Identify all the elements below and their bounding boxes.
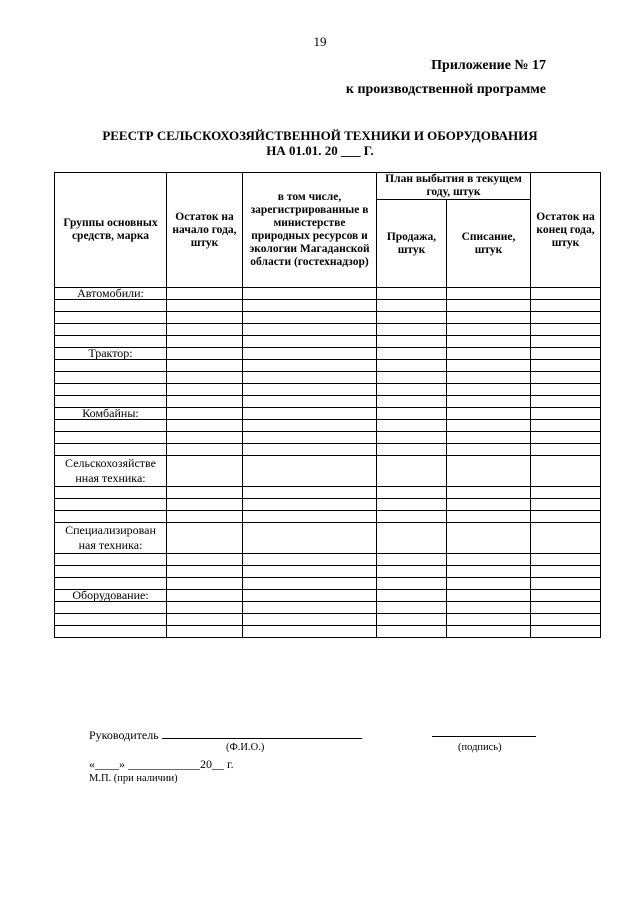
table-cell[interactable] [243, 554, 377, 566]
table-cell[interactable] [377, 487, 447, 499]
table-cell[interactable] [243, 614, 377, 626]
table-cell[interactable] [167, 420, 243, 432]
table-cell[interactable] [243, 432, 377, 444]
table-cell[interactable] [243, 324, 377, 336]
table-cell[interactable] [167, 456, 243, 487]
fio-caption: (Ф.И.О.) [226, 742, 265, 753]
group-label: Автомобили: [55, 288, 167, 300]
table-cell[interactable] [167, 487, 243, 499]
table-cell[interactable] [531, 432, 601, 444]
table-cell[interactable] [377, 396, 447, 408]
table-cell[interactable] [377, 372, 447, 384]
table-cell[interactable] [447, 456, 531, 487]
table-cell[interactable] [167, 300, 243, 312]
header-plan: План выбытия в текущем году, штук [377, 173, 531, 200]
table-cell[interactable] [243, 523, 377, 554]
table-cell[interactable] [531, 384, 601, 396]
table-cell[interactable] [243, 499, 377, 511]
table-cell[interactable] [531, 566, 601, 578]
stamp-note: М.П. (при наличии) [89, 773, 178, 784]
table-cell[interactable] [447, 432, 531, 444]
table-cell[interactable] [243, 590, 377, 602]
table-cell[interactable] [531, 456, 601, 487]
head-label: Руководитель [89, 728, 159, 742]
table-cell[interactable] [447, 396, 531, 408]
header-sale: Продажа, штук [377, 200, 447, 288]
table-cell[interactable] [531, 336, 601, 348]
date-line: «____» ____________20__ г. [89, 757, 234, 771]
table-cell[interactable] [531, 312, 601, 324]
table-cell[interactable] [55, 626, 167, 638]
header-registered: в том числе, зарегистрированные в министерстве природных ресурсов и экологии Магаданской области (гостехнадзор) [243, 173, 377, 288]
table-cell[interactable] [377, 288, 447, 300]
table-cell[interactable] [55, 499, 167, 511]
table-cell[interactable] [377, 348, 447, 360]
table-cell[interactable] [377, 312, 447, 324]
table-cell[interactable] [377, 408, 447, 420]
table-cell[interactable] [377, 432, 447, 444]
table-cell[interactable] [377, 360, 447, 372]
table-cell[interactable] [243, 336, 377, 348]
table-cell[interactable] [243, 396, 377, 408]
table-cell[interactable] [531, 300, 601, 312]
table-cell[interactable] [377, 336, 447, 348]
table-cell[interactable] [55, 444, 167, 456]
table-cell[interactable] [243, 360, 377, 372]
table-cell[interactable] [243, 300, 377, 312]
table-cell[interactable] [447, 487, 531, 499]
group-label: Комбайны: [55, 408, 167, 420]
table-cell[interactable] [167, 324, 243, 336]
table-cell[interactable] [377, 523, 447, 554]
title-line-1: РЕЕСТР СЕЛЬСКОХОЗЯЙСТВЕННОЙ ТЕХНИКИ И ОБОРУДОВАНИЯ [102, 128, 538, 143]
table-cell[interactable] [531, 499, 601, 511]
table-cell[interactable] [531, 408, 601, 420]
table-cell[interactable] [243, 312, 377, 324]
table-cell[interactable] [447, 554, 531, 566]
table-cell[interactable] [377, 420, 447, 432]
fio-line[interactable] [162, 738, 362, 739]
table-cell[interactable] [55, 312, 167, 324]
table-cell[interactable] [531, 324, 601, 336]
table-cell[interactable] [377, 456, 447, 487]
table-cell[interactable] [167, 432, 243, 444]
table-cell[interactable] [167, 511, 243, 523]
header-start-balance: Остаток на начало года, штук [167, 173, 243, 288]
table-cell[interactable] [243, 456, 377, 487]
signature-line[interactable] [432, 736, 536, 737]
table-cell[interactable] [55, 372, 167, 384]
table-cell[interactable] [377, 578, 447, 590]
table-cell[interactable] [377, 324, 447, 336]
table-cell[interactable] [531, 554, 601, 566]
table-cell[interactable] [377, 626, 447, 638]
table-cell[interactable] [377, 602, 447, 614]
table-cell[interactable] [531, 590, 601, 602]
table-cell[interactable] [55, 566, 167, 578]
table-cell[interactable] [243, 372, 377, 384]
document-title [0, 128, 640, 158]
registry-body [55, 288, 601, 638]
registry-table [54, 172, 601, 638]
table-cell[interactable] [167, 312, 243, 324]
table-cell[interactable] [167, 372, 243, 384]
table-cell[interactable] [167, 336, 243, 348]
table-cell[interactable] [167, 523, 243, 554]
signature-caption: (подпись) [458, 742, 502, 753]
table-cell[interactable] [167, 360, 243, 372]
page-number: 19 [313, 34, 327, 49]
table-cell[interactable] [167, 396, 243, 408]
group-label: Трактор: [55, 348, 167, 360]
table-cell[interactable] [531, 360, 601, 372]
table-cell[interactable] [531, 288, 601, 300]
header-end-balance: Остаток на конец года, штук [531, 173, 601, 288]
table-cell[interactable] [243, 420, 377, 432]
table-cell[interactable] [531, 420, 601, 432]
table-cell[interactable] [243, 602, 377, 614]
table-cell[interactable] [447, 324, 531, 336]
table-cell[interactable] [167, 444, 243, 456]
table-cell[interactable] [447, 566, 531, 578]
table-cell[interactable] [55, 602, 167, 614]
table-cell[interactable] [243, 566, 377, 578]
table-cell[interactable] [447, 578, 531, 590]
table-cell[interactable] [55, 432, 167, 444]
head-signature-row [89, 728, 362, 743]
table-cell[interactable] [55, 614, 167, 626]
table-cell[interactable] [447, 602, 531, 614]
table-cell[interactable] [447, 300, 531, 312]
title-line-2: НА 01.01. 20 ___ Г. [266, 143, 374, 158]
table-cell[interactable] [55, 300, 167, 312]
table-cell[interactable] [243, 444, 377, 456]
appendix-subtitle: к производственной программе [345, 82, 546, 97]
table-cell[interactable] [447, 372, 531, 384]
table-cell[interactable] [167, 590, 243, 602]
table-cell[interactable] [447, 312, 531, 324]
table-cell[interactable] [243, 408, 377, 420]
table-cell[interactable] [377, 444, 447, 456]
group-label: Оборудование: [55, 590, 167, 602]
group-label: Специализирован ная техника: [55, 523, 167, 554]
table-cell[interactable] [167, 384, 243, 396]
table-cell[interactable] [377, 384, 447, 396]
header-groups: Группы основных средств, марка [55, 173, 167, 288]
table-cell[interactable] [243, 348, 377, 360]
table-cell[interactable] [55, 554, 167, 566]
group-label: Сельскохозяйстве нная техника: [55, 456, 167, 487]
table-cell[interactable] [447, 511, 531, 523]
table-cell[interactable] [377, 590, 447, 602]
table-cell[interactable] [531, 396, 601, 408]
table-cell[interactable] [447, 360, 531, 372]
table-cell[interactable] [167, 578, 243, 590]
table-cell[interactable] [531, 626, 601, 638]
table-cell[interactable] [167, 288, 243, 300]
table-cell[interactable] [447, 590, 531, 602]
table-cell[interactable] [243, 626, 377, 638]
table-cell[interactable] [447, 348, 531, 360]
table-cell[interactable] [167, 626, 243, 638]
table-cell[interactable] [377, 499, 447, 511]
table-cell[interactable] [531, 578, 601, 590]
table-cell[interactable] [243, 487, 377, 499]
table-cell[interactable] [55, 360, 167, 372]
table-cell[interactable] [447, 384, 531, 396]
table-cell[interactable] [243, 578, 377, 590]
table-cell[interactable] [531, 614, 601, 626]
table-cell[interactable] [531, 602, 601, 614]
table-cell[interactable] [167, 499, 243, 511]
table-cell[interactable] [377, 566, 447, 578]
table-cell[interactable] [531, 523, 601, 554]
table-cell[interactable] [167, 348, 243, 360]
table-cell[interactable] [447, 336, 531, 348]
table-cell[interactable] [55, 384, 167, 396]
table-cell[interactable] [167, 554, 243, 566]
table-cell[interactable] [447, 626, 531, 638]
appendix-number: Приложение № 17 [431, 58, 546, 73]
table-cell[interactable] [531, 348, 601, 360]
table-cell[interactable] [377, 614, 447, 626]
table-cell[interactable] [167, 602, 243, 614]
table-cell[interactable] [531, 444, 601, 456]
table-cell[interactable] [447, 444, 531, 456]
table-cell[interactable] [447, 288, 531, 300]
table-cell[interactable] [167, 408, 243, 420]
table-cell[interactable] [531, 372, 601, 384]
table-cell[interactable] [243, 384, 377, 396]
table-cell[interactable] [377, 554, 447, 566]
table-cell[interactable] [377, 511, 447, 523]
signature-line-wrap [432, 726, 536, 741]
table-cell[interactable] [447, 420, 531, 432]
table-cell[interactable] [531, 511, 601, 523]
table-cell[interactable] [167, 566, 243, 578]
table-cell[interactable] [531, 487, 601, 499]
table-cell[interactable] [55, 487, 167, 499]
table-cell[interactable] [55, 511, 167, 523]
table-cell[interactable] [447, 499, 531, 511]
table-cell[interactable] [243, 511, 377, 523]
table-cell[interactable] [377, 300, 447, 312]
table-cell[interactable] [167, 614, 243, 626]
table-cell[interactable] [55, 420, 167, 432]
table-cell[interactable] [447, 614, 531, 626]
table-cell[interactable] [55, 324, 167, 336]
table-cell[interactable] [447, 408, 531, 420]
header-writeoff: Списание, штук [447, 200, 531, 288]
table-cell[interactable] [243, 288, 377, 300]
table-cell[interactable] [447, 523, 531, 554]
